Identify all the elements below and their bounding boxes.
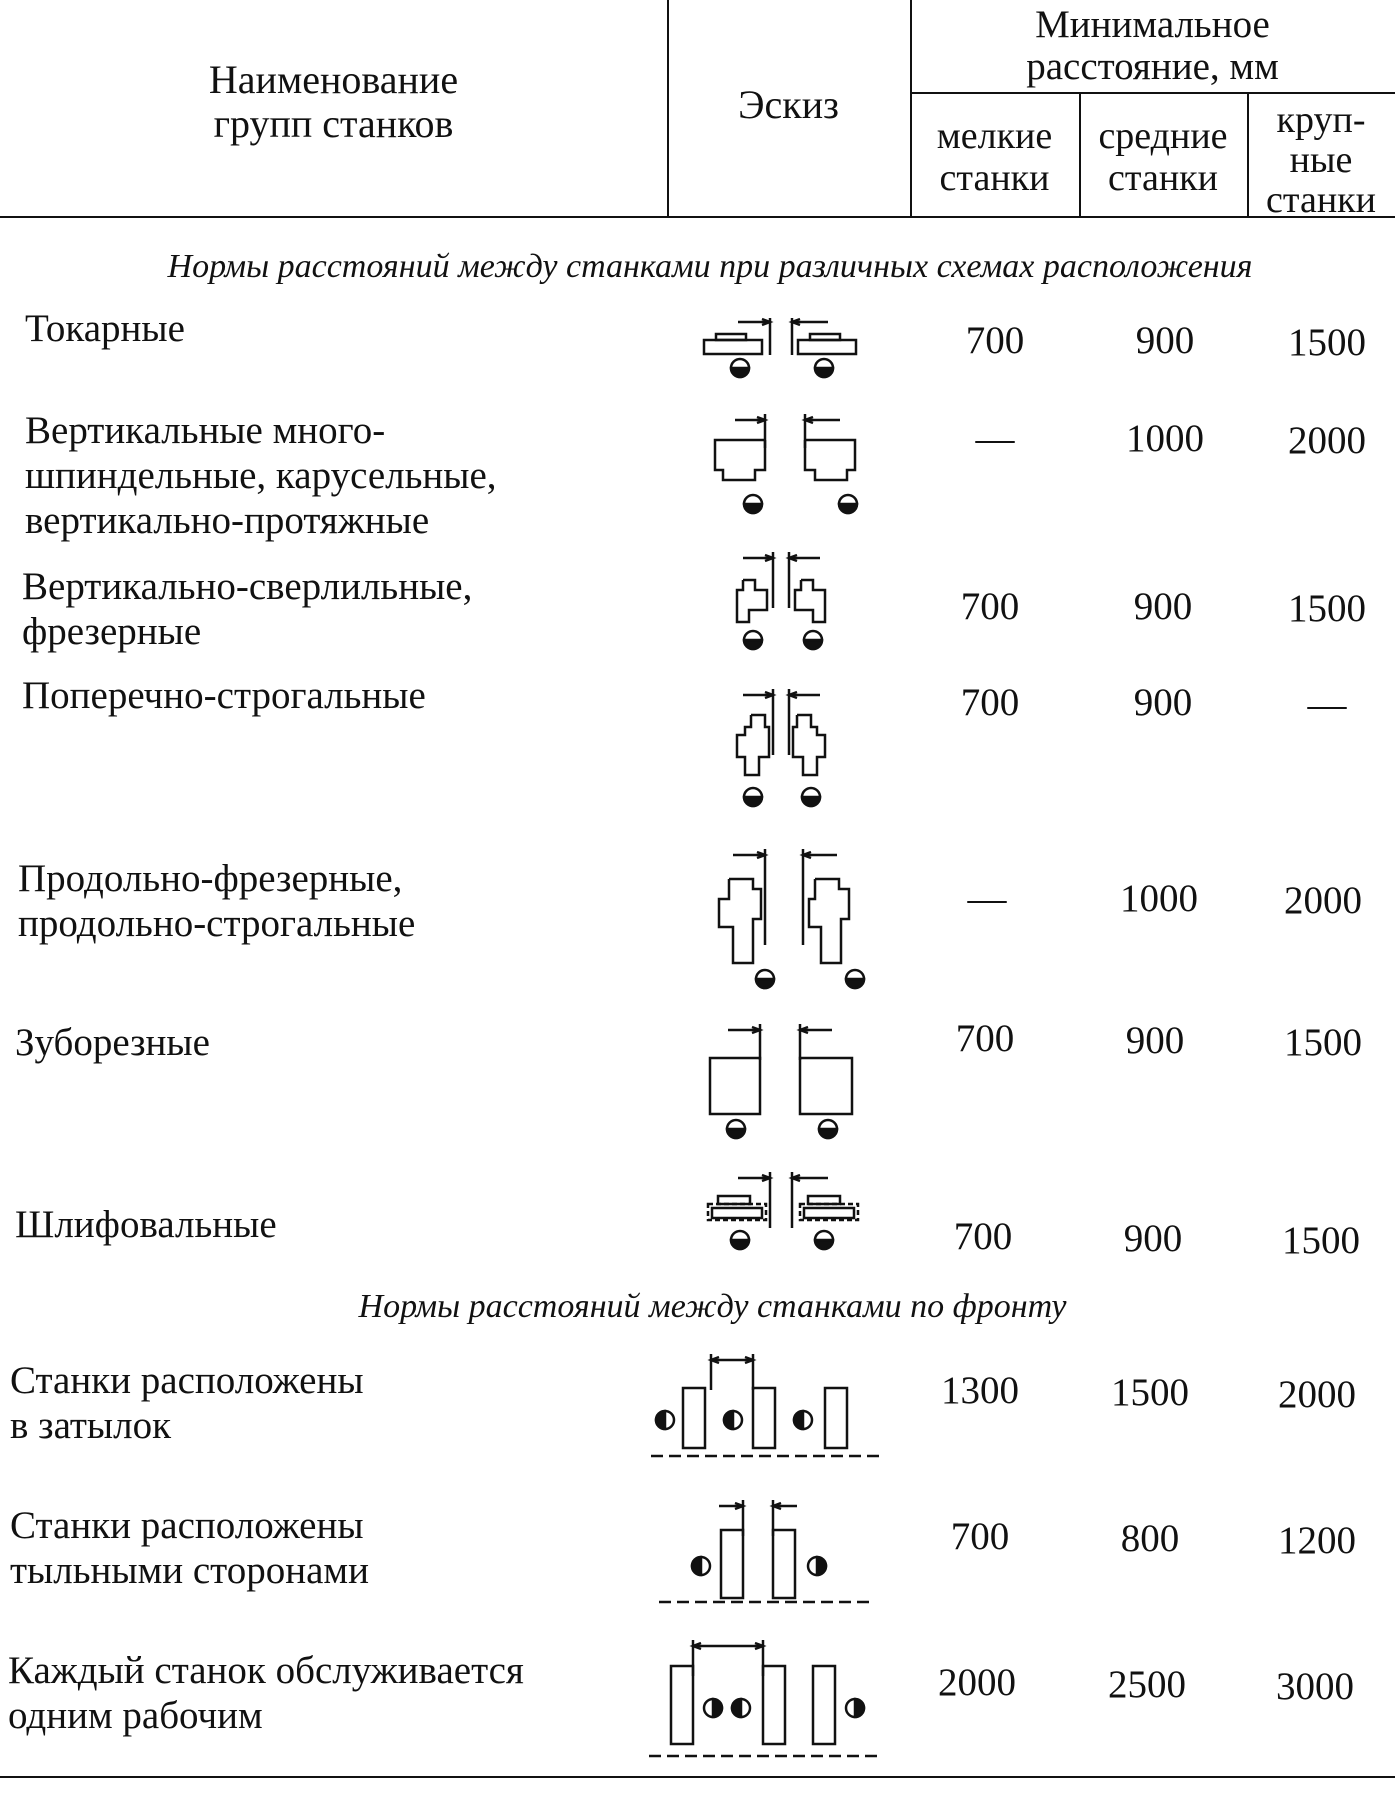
row-large-gear-cutting: 1500 <box>1284 1021 1362 1064</box>
row-name-back-to-front: Станки расположены в затылок <box>10 1359 364 1447</box>
sketch-grinding <box>700 1168 870 1258</box>
sketch-back-sides <box>655 1496 875 1608</box>
header-medium-machines: средние станки <box>1098 115 1228 199</box>
row-name-vertical-multispindle: Вертикальные много- шпиндельные, карусельные, вертикально-протяжные <box>25 409 497 542</box>
row-medium-back-sides: 800 <box>1120 1517 1180 1560</box>
header-name-column: Наименование групп станков <box>208 57 459 146</box>
sketch-turning <box>700 310 870 390</box>
header-large-machines: круп- ные станки <box>1266 99 1376 221</box>
row-large-back-to-front: 2000 <box>1278 1373 1356 1416</box>
row-name-longitudinal-milling: Продольно-фрезерные, продольно-строгальные <box>18 857 416 945</box>
sketch-one-worker <box>645 1636 885 1766</box>
section-title-layouts: Нормы расстояний между станками при различных схемах расположения <box>167 248 1253 285</box>
subheader-rule <box>910 92 1395 94</box>
sketch-cross-planing <box>725 685 845 820</box>
row-large-one-worker: 3000 <box>1276 1665 1354 1708</box>
header-bottom-rule <box>0 216 1395 218</box>
row-small-turning: 700 <box>965 319 1025 362</box>
row-medium-vertical-multispindle: 1000 <box>1126 417 1204 460</box>
row-large-vertical-drilling: 1500 <box>1288 587 1366 630</box>
table-bottom-rule <box>0 1776 1395 1778</box>
sketch-vertical-multispindle <box>705 408 875 520</box>
row-name-one-worker: Каждый станок обслуживается одним рабочим <box>8 1649 524 1737</box>
row-small-longitudinal-milling: — <box>967 877 1007 920</box>
row-large-back-sides: 1200 <box>1278 1519 1356 1562</box>
row-name-back-sides: Станки расположены тыльными сторонами <box>10 1504 369 1592</box>
row-medium-turning: 900 <box>1135 319 1195 362</box>
row-medium-vertical-drilling: 900 <box>1133 585 1193 628</box>
header-small-machines: мелкие станки <box>936 115 1053 199</box>
row-large-turning: 1500 <box>1288 321 1366 364</box>
row-medium-back-to-front: 1500 <box>1111 1371 1189 1414</box>
section-title-front: Нормы расстояний между станками по фронту <box>358 1288 1067 1325</box>
row-medium-grinding: 900 <box>1123 1217 1183 1260</box>
row-small-grinding: 700 <box>953 1215 1013 1258</box>
row-name-turning: Токарные <box>25 307 185 350</box>
header-min-distance: Минимальное расстояние, мм <box>1026 3 1279 88</box>
row-small-vertical-drilling: 700 <box>960 585 1020 628</box>
row-medium-gear-cutting: 900 <box>1125 1019 1185 1062</box>
row-medium-one-worker: 2500 <box>1108 1663 1186 1706</box>
row-name-grinding: Шлифовальные <box>15 1203 277 1246</box>
row-small-cross-planing: 700 <box>960 681 1020 724</box>
row-name-cross-planing: Поперечно-строгальные <box>22 674 426 717</box>
row-name-gear-cutting: Зуборезные <box>15 1021 210 1064</box>
row-large-cross-planing: — <box>1307 683 1347 726</box>
sketch-longitudinal-milling <box>705 845 880 995</box>
sketch-vertical-drilling <box>725 548 845 660</box>
sketch-back-to-front <box>645 1350 885 1462</box>
row-medium-cross-planing: 900 <box>1133 681 1193 724</box>
row-medium-longitudinal-milling: 1000 <box>1120 877 1198 920</box>
row-large-longitudinal-milling: 2000 <box>1284 879 1362 922</box>
row-small-back-to-front: 1300 <box>941 1369 1019 1412</box>
row-small-one-worker: 2000 <box>938 1661 1016 1704</box>
header-sketch-column: Эскиз <box>738 82 839 127</box>
row-small-back-sides: 700 <box>950 1515 1010 1558</box>
row-large-vertical-multispindle: 2000 <box>1288 419 1366 462</box>
row-large-grinding: 1500 <box>1282 1219 1360 1262</box>
sketch-gear-cutting <box>700 1020 870 1145</box>
row-small-gear-cutting: 700 <box>955 1017 1015 1060</box>
row-name-vertical-drilling: Вертикально-сверлильные, фрезерные <box>22 565 473 653</box>
row-small-vertical-multispindle: — <box>975 417 1015 460</box>
